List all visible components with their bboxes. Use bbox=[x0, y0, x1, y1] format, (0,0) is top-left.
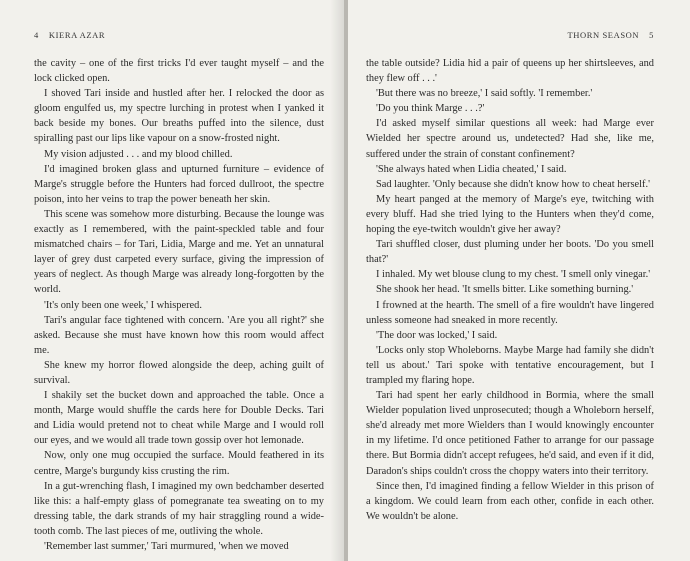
left-page bbox=[0, 0, 344, 561]
right-page-number: 5 bbox=[649, 30, 654, 40]
paragraph: I'd asked myself similar questions all week: had Marge ever Wielded her spectre around us, undetected? Had she, like me, suffered under the strain of constant confinement? bbox=[366, 118, 654, 160]
paragraph: I shoved Tari inside and hustled after her. I relocked the door as gloom engulfed us, my spectre lurching in protest when I yanked it back beside my bones. Our breaths puffed into the silence, dust spiralling past our lips like vapour on a snow-frosted night. bbox=[34, 88, 324, 145]
paragraph: My heart panged at the memory of Marge's eye, twitching with every bluff. Had she tried lying to the Hunters when they'd come, hoping the eye-twitch wouldn't give her away? bbox=[366, 193, 654, 236]
paragraph: I shakily set the bucket down and approached the table. Once a month, Marge would shuffle the cards here for Double Decks. Tari and Lidia would pretend not to cheat while Marge and I would roll our eyes, and we would all trade town gossip over hot lemonade. bbox=[34, 390, 324, 447]
left-gutter-shadow bbox=[330, 0, 344, 561]
paragraph: She shook her head. 'It smells bitter. Like something burning.' bbox=[376, 284, 634, 296]
paragraph: 'It's only been one week,' I whispered. bbox=[44, 299, 202, 311]
paragraph: 'Do you think Marge . . .?' bbox=[376, 103, 485, 115]
right-page bbox=[348, 0, 690, 561]
paragraph: 'She always hated when Lidia cheated,' I said. bbox=[376, 163, 567, 175]
paragraph: Tari's angular face tightened with concern. 'Are you all right?' she asked. Because she must have known how this room would affect me. bbox=[34, 314, 324, 356]
paragraph: This scene was somehow more disturbing. Because the lounge was exactly as I remembered, with the paint-speckled table and four mismatched chairs – for Tari, Lidia, Marge and me. Yet an unnatural layer of grey dust carpeted every surface, giving the impression of years of neglect. As though Marge was already long-forgotten by the world. bbox=[34, 208, 324, 296]
paragraph: I inhaled. My wet blouse clung to my chest. 'I smell only vinegar.' bbox=[376, 269, 651, 281]
paragraph: Tari shuffled closer, dust pluming under her boots. 'Do you smell that?' bbox=[366, 239, 654, 266]
paragraph: My vision adjusted . . . and my blood chilled. bbox=[44, 148, 233, 160]
paragraph: She knew my horror flowed alongside the deep, aching guilt of survival. bbox=[34, 359, 324, 386]
paragraph: Sad laughter. 'Only because she didn't know how to cheat herself.' bbox=[376, 178, 650, 190]
paragraph: the cavity – one of the first tricks I'd ever taught myself – and the lock clicked open. bbox=[34, 58, 324, 85]
paragraph: 'But there was no breeze,' I said softly. 'I remember.' bbox=[376, 88, 593, 100]
left-page-number: 4 bbox=[34, 30, 39, 40]
paragraph: the table outside? Lidia hid a pair of queens up her shirtsleeves, and they flew off . . .' bbox=[366, 58, 654, 85]
paragraph: 'Remember last summer,' Tari murmured, 'when we moved bbox=[44, 541, 289, 552]
paragraph: I frowned at the hearth. The smell of a fire wouldn't have lingered unless someone had sneaked in more recently. bbox=[366, 299, 654, 326]
paragraph: I'd imagined broken glass and upturned furniture – evidence of Marge's struggle before the Hunters had forced dullroot, the spectre poison, into her veins to trap the power beneath her skin. bbox=[34, 163, 324, 205]
paragraph: 'The door was locked,' I said. bbox=[376, 329, 498, 341]
right-running-title: THORN SEASON bbox=[567, 30, 640, 40]
paragraph: Tari had spent her early childhood in Bormia, where the small Wielder population lived unprosecuted; though a Wholeborn herself, she'd already met more Wielders than I would knowingly encounter in my lifetime. I'd once petitioned Father to arrange for our passage there. But Bormia didn't accept refugees, he'd said, and even if it did, Daradon's ships couldn't cross the choppy waters into their territory. bbox=[366, 390, 654, 477]
paragraph: In a gut-wrenching flash, I imagined my own bedchamber deserted like this: a half-empty glass of pomegranate tea sweating on to my dressing table, the dark strands of my hair straggling round a wide-tooth comb. The last pieces of me, outliving the whole. bbox=[34, 480, 324, 537]
right-page-text bbox=[366, 56, 654, 524]
paragraph: 'Locks only stop Wholeborns. Maybe Marge had family she didn't tell us about.' Tari spoke with tentative encouragement, but I trampled my flaring hope. bbox=[366, 344, 654, 386]
left-page-text bbox=[34, 56, 324, 554]
right-running-head bbox=[366, 30, 654, 56]
left-running-title: KIERA AZAR bbox=[48, 30, 106, 40]
paragraph: Now, only one mug occupied the surface. Mould feathered in its centre, Marge's burgundy kiss crusting the rim. bbox=[34, 450, 324, 477]
paragraph: Since then, I'd imagined finding a fellow Wielder in this prison of a kingdom. We could learn from each other, confide in each other. We wouldn't be alone. bbox=[366, 480, 654, 522]
left-running-head bbox=[34, 30, 324, 56]
